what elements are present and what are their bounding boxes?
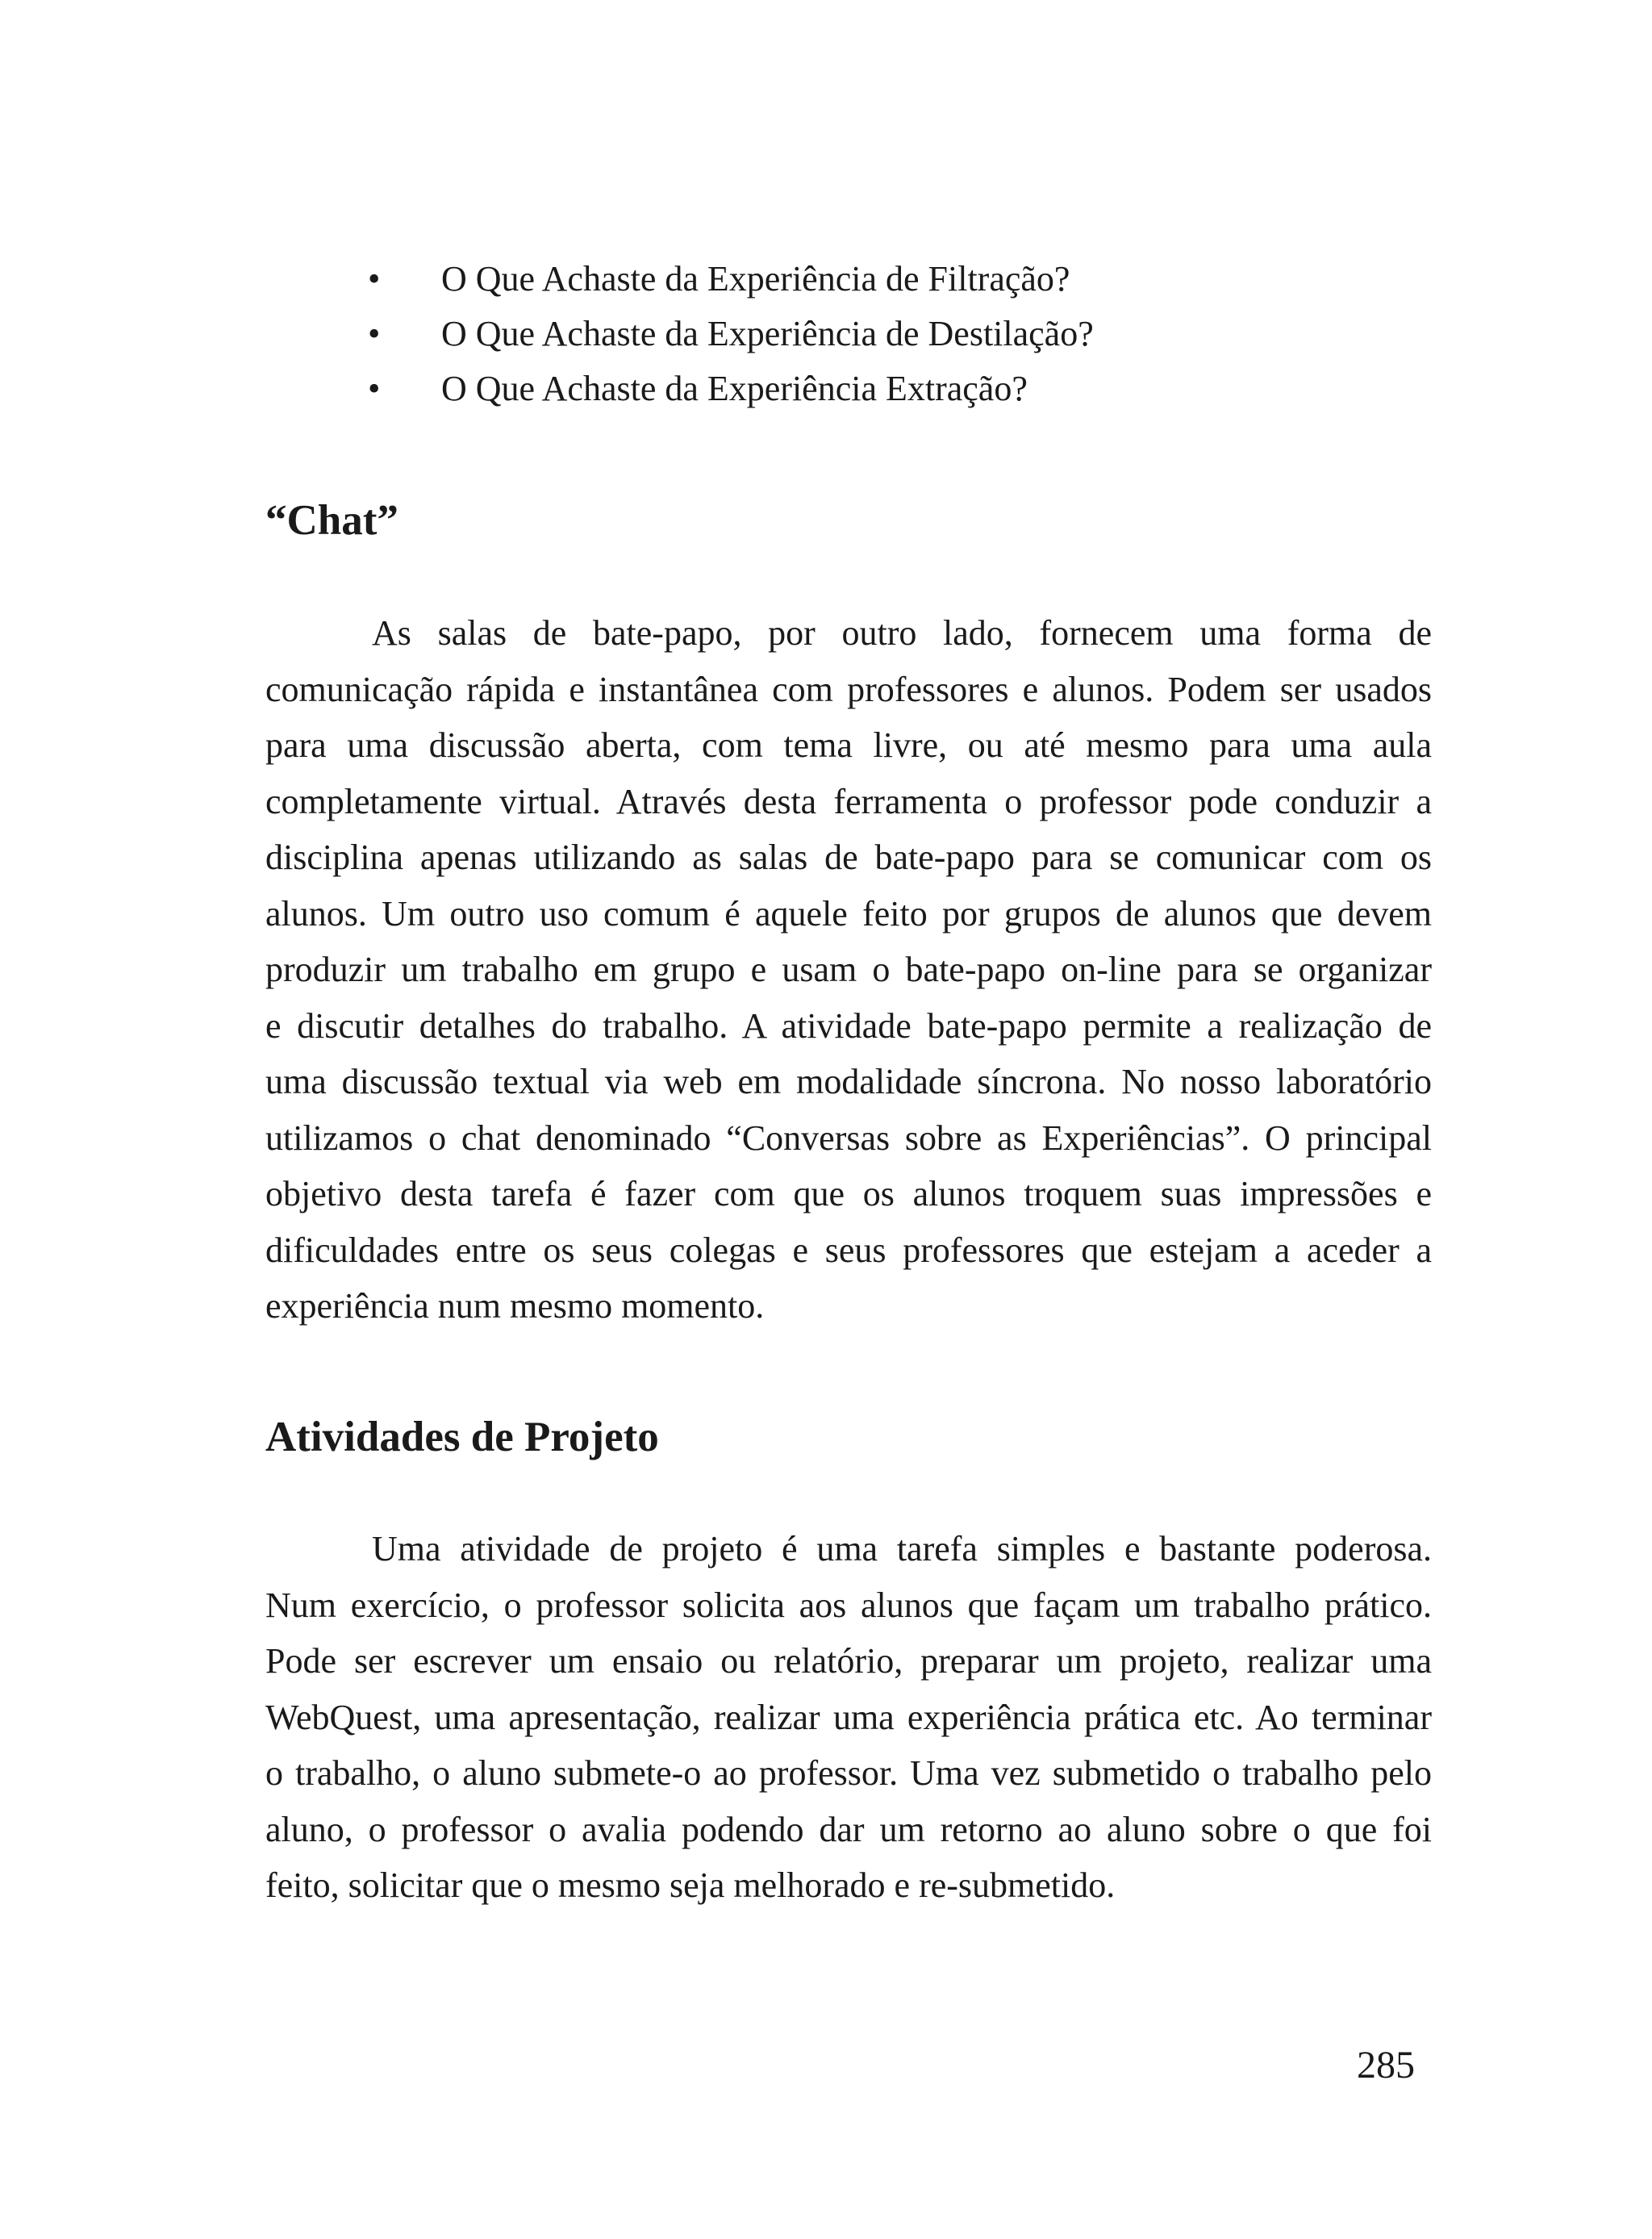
paragraph-line: Num exercício, o professor solicita aos alunos que façam um trabalho prático. xyxy=(265,1585,1432,1625)
paragraph-line: disciplina apenas utilizando as salas de bate-papo para se comunicar com os xyxy=(265,838,1432,877)
list-item-text: O Que Achaste da Experiência Extração? xyxy=(441,369,1028,408)
paragraph-line: produzir um trabalho em grupo e usam o bate-papo on-line para se organizar xyxy=(265,950,1432,989)
paragraph-line: As salas de bate-papo, por outro lado, fornecem uma forma de xyxy=(372,613,1432,653)
paragraph-line: Uma atividade de projeto é uma tarefa simples e bastante poderosa. xyxy=(372,1529,1432,1569)
bullet-icon: • xyxy=(368,369,381,408)
bullet-icon: • xyxy=(368,259,381,299)
list-item xyxy=(361,252,1094,307)
paragraph-line: o trabalho, o aluno submete-o ao professor. Uma vez submetido o trabalho pelo xyxy=(265,1753,1432,1793)
paragraph-line: comunicação rápida e instantânea com professores e alunos. Podem ser usados xyxy=(265,669,1432,709)
paragraph-line: utilizamos o chat denominado “Conversas sobre as Experiências”. O principal xyxy=(265,1117,1432,1158)
paragraph-line: feito, solicitar que o mesmo seja melhorado e re-submetido. xyxy=(265,1865,1116,1905)
paragraph-line: experiência num mesmo momento. xyxy=(265,1286,765,1326)
section-heading-project: Atividades de Projeto xyxy=(265,1414,659,1460)
paragraph-line: WebQuest, uma apresentação, realizar uma experiência prática etc. Ao terminar xyxy=(265,1697,1432,1737)
list-item xyxy=(361,361,1094,416)
paragraph-line: objetivo desta tarefa é fazer com que os alunos troquem suas impressões e xyxy=(265,1174,1432,1213)
paragraph-line: Pode ser escrever um ensaio ou relatório, preparar um projeto, realizar uma xyxy=(265,1641,1432,1681)
paragraph-line: para uma discussão aberta, com tema livre, ou até mesmo para uma aula xyxy=(265,725,1432,765)
bullet-icon: • xyxy=(368,314,381,353)
paragraph-line: completamente virtual. Através desta ferramenta o professor pode conduzir a xyxy=(265,781,1432,821)
page-number: 285 xyxy=(1357,2044,1415,2087)
paragraph-line: dificuldades entre os seus colegas e seus professores que estejam a aceder a xyxy=(265,1230,1432,1270)
paragraph-line: aluno, o professor o avalia podendo dar um retorno ao aluno sobre o que foi xyxy=(265,1809,1432,1849)
list-item xyxy=(361,307,1094,361)
paragraph-line: uma discussão textual via web em modalidade síncrona. No nosso laboratório xyxy=(265,1062,1432,1101)
bullet-list xyxy=(361,252,1094,416)
chat-paragraph xyxy=(265,605,1432,1335)
section-heading-chat: “Chat” xyxy=(265,497,398,544)
project-paragraph xyxy=(265,1521,1432,1914)
paragraph-line: alunos. Um outro uso comum é aquele feito por grupos de alunos que devem xyxy=(265,893,1432,934)
list-item-text: O Que Achaste da Experiência de Filtração? xyxy=(441,259,1070,299)
list-item-text: O Que Achaste da Experiência de Destilação? xyxy=(441,314,1094,353)
paragraph-line: e discutir detalhes do trabalho. A atividade bate-papo permite a realização de xyxy=(265,1005,1432,1046)
